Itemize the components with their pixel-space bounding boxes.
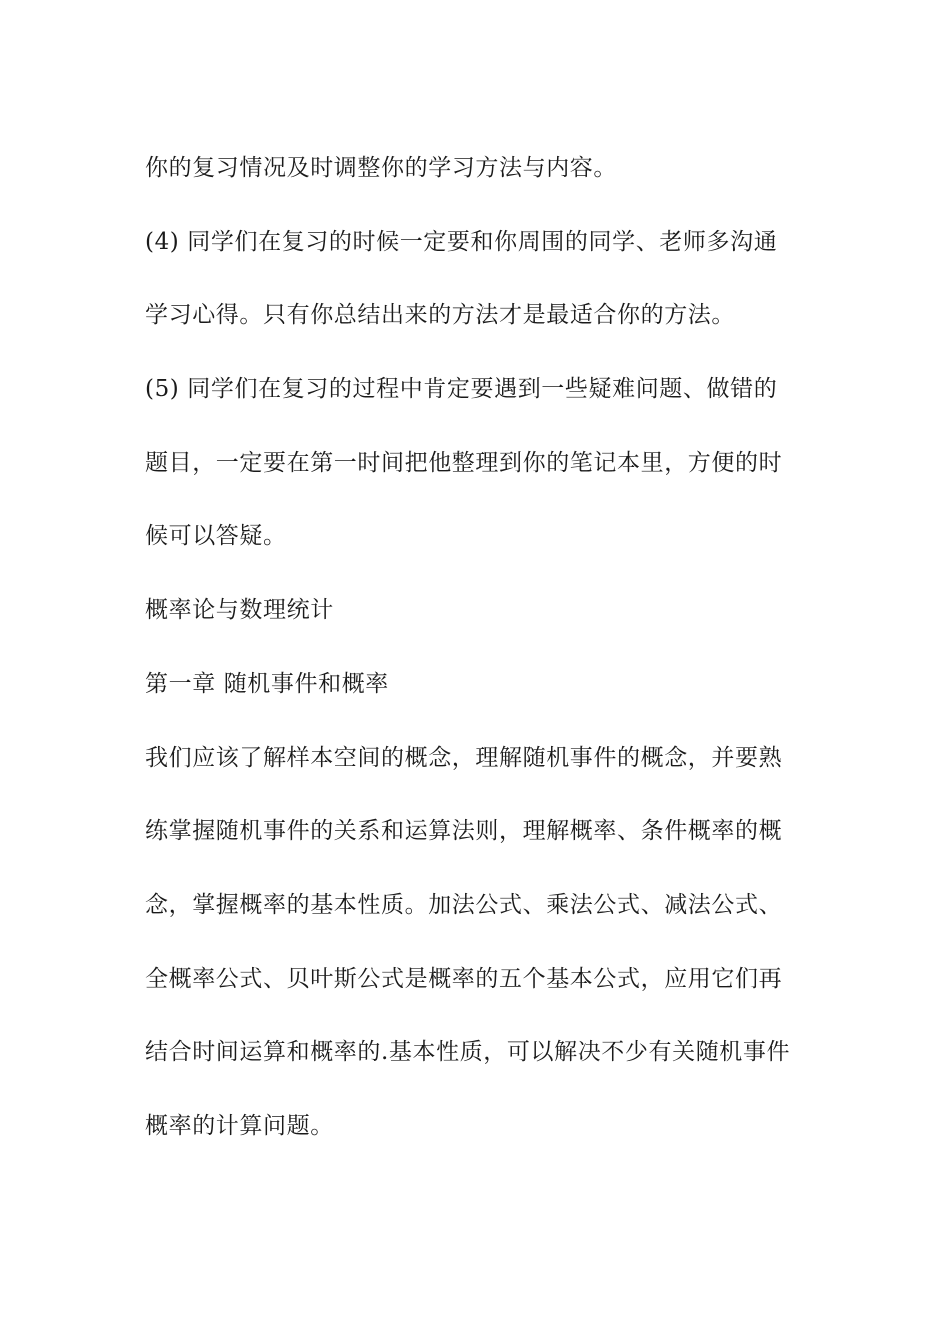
paragraph-line: 学习心得。只有你总结出来的方法才是最适合你的方法。 — [145, 302, 735, 329]
paragraph-line: (5) 同学们在复习的过程中肯定要遇到一些疑难问题、做错的 — [145, 376, 778, 403]
paragraph-line: 全概率公式、贝叶斯公式是概率的五个基本公式，应用它们再 — [145, 965, 783, 992]
paragraph-line: (4) 同学们在复习的时候一定要和你周围的同学、老师多沟通 — [145, 228, 778, 255]
paragraph-line: 练掌握随机事件的关系和运算法则，理解概率、条件概率的概 — [145, 818, 783, 845]
paragraph-line: 概率的计算问题。 — [145, 1112, 334, 1139]
document-body — [145, 132, 815, 1164]
chapter-title: 第一章 随机事件和概率 — [145, 670, 389, 697]
paragraph-line: 念，掌握概率的基本性质。加法公式、乘法公式、减法公式、 — [145, 891, 783, 918]
paragraph-line: 结合时间运算和概率的.基本性质，可以解决不少有关随机事件 — [145, 1039, 791, 1066]
section-title: 概率论与数理统计 — [145, 597, 334, 624]
paragraph-line: 你的复习情况及时调整你的学习方法与内容。 — [145, 155, 617, 181]
paragraph-line: 候可以答疑。 — [145, 523, 287, 550]
paragraph-line: 我们应该了解样本空间的概念，理解随机事件的概念，并要熟 — [145, 744, 783, 771]
paragraph-line: 题目，一定要在第一时间把他整理到你的笔记本里，方便的时 — [145, 449, 783, 476]
